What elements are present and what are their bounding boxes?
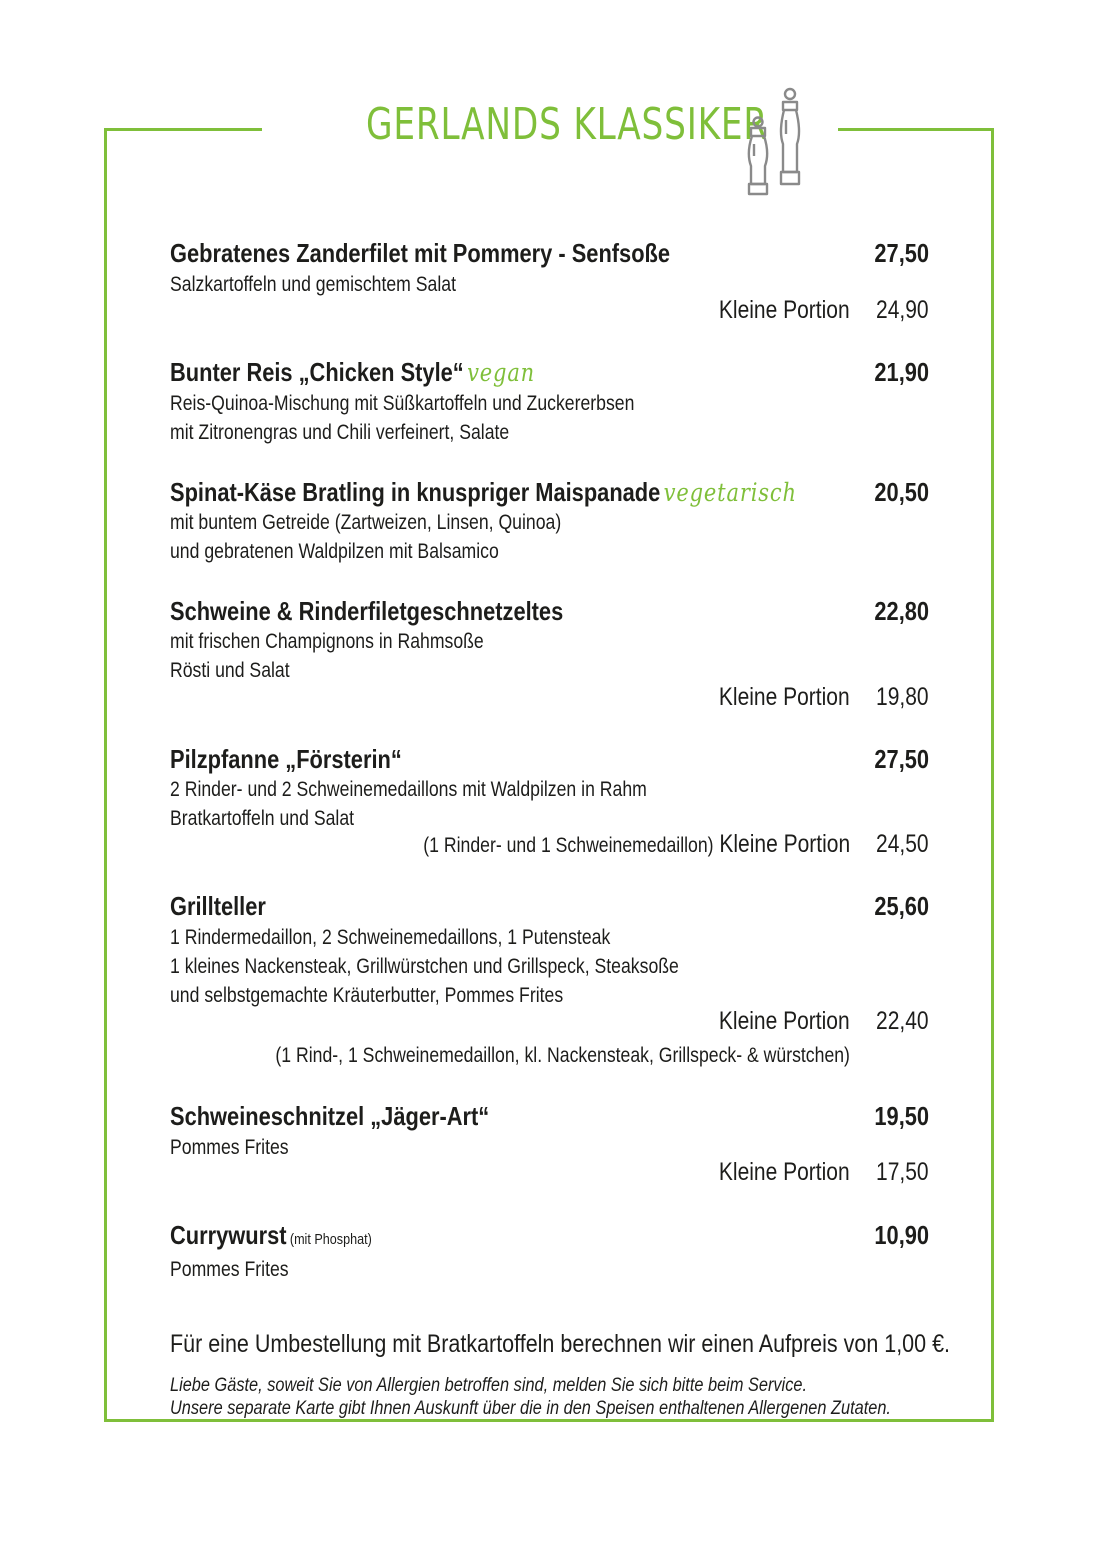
small-portion-note: (1 Rind-, 1 Schweinemedaillon, kl. Nackensteak, Grillspeck- & würstchen): [275, 1044, 850, 1067]
dish-price: 27,50: [874, 744, 929, 774]
dish-name: Schweine & Rinderfiletgeschnetzeltes: [170, 596, 564, 626]
dish-name: Grillteller: [170, 891, 266, 921]
menu-title: GERLANDS KLASSIKER: [366, 99, 768, 150]
dish-description: und gebratenen Waldpilzen mit Balsamico: [170, 540, 499, 563]
dish-description: und selbstgemachte Kräuterbutter, Pommes Frites: [170, 984, 564, 1007]
small-portion-price: 19,80: [876, 683, 929, 711]
dish-description: mit Zitronengras und Chili verfeinert, Salate: [170, 421, 510, 444]
dish-description: Pommes Frites: [170, 1258, 289, 1281]
small-portion-label: Kleine Portion: [719, 1158, 850, 1186]
allergy-note: Unsere separate Karte gibt Ihnen Auskunft über die in den Speisen enthaltenen Allergenen Zutaten.: [170, 1398, 891, 1419]
small-portion-price: 22,40: [876, 1007, 929, 1035]
small-portion-price: 24,50: [876, 830, 929, 858]
dish-name: Bunter Reis „Chicken Style“ vegan: [170, 357, 536, 387]
small-portion-label: Kleine Portion: [719, 1007, 850, 1035]
small-portion-label: (1 Rinder- und 1 Schweinemedaillon) Kleine Portion: [423, 830, 850, 858]
dish-name: Pilzpfanne „Försterin“: [170, 744, 402, 774]
dish-price: 21,90: [874, 357, 929, 387]
dish-description: Reis-Quinoa-Mischung mit Süßkartoffeln und Zuckererbsen: [170, 392, 635, 415]
dish-name: Gebratenes Zanderfilet mit Pommery - Senfsoße: [170, 238, 671, 268]
dish-description: mit buntem Getreide (Zartweizen, Linsen, Quinoa): [170, 511, 562, 534]
vegan-tag: vegan: [467, 358, 536, 387]
small-portion-price: 24,90: [876, 296, 929, 324]
dish-name: Schweineschnitzel „Jäger-Art“: [170, 1101, 490, 1131]
small-portion-label: Kleine Portion: [719, 683, 850, 711]
dish-description: Bratkartoffeln und Salat: [170, 807, 355, 830]
dish-description: mit frischen Champignons in Rahmsoße: [170, 630, 484, 653]
dish-price: 22,80: [874, 596, 929, 626]
salt-pepper-mill-icon: [738, 86, 810, 198]
dish-description: Rösti und Salat: [170, 659, 290, 682]
vegetarian-tag: vegetarisch: [663, 478, 797, 507]
small-portion-price: 17,50: [876, 1158, 929, 1186]
dish-description: 1 kleines Nackensteak, Grillwürstchen und Grillspeck, Steaksoße: [170, 955, 679, 978]
dish-price: 20,50: [874, 477, 929, 507]
allergy-note: Liebe Gäste, soweit Sie von Allergien betroffen sind, melden Sie sich bitte beim Service.: [170, 1375, 807, 1396]
small-portion-note: (1 Rinder- und 1 Schweinemedaillon): [423, 834, 714, 857]
dish-price: 27,50: [874, 238, 929, 268]
dish-name: Currywurst (mit Phosphat): [170, 1220, 372, 1250]
surcharge-note: Für eine Umbestellung mit Bratkartoffeln berechnen wir einen Aufpreis von 1,00 €.: [170, 1330, 951, 1358]
dish-price: 25,60: [874, 891, 929, 921]
dish-description: 2 Rinder- und 2 Schweinemedaillons mit Waldpilzen in Rahm: [170, 778, 647, 801]
small-portion-label: Kleine Portion: [719, 296, 850, 324]
dish-price: 19,50: [874, 1101, 929, 1131]
dish-name: Spinat-Käse Bratling in knuspriger Maispanade vegetarisch: [170, 477, 797, 507]
dish-price: 10,90: [874, 1220, 929, 1250]
dish-description: Salzkartoffeln und gemischtem Salat: [170, 273, 456, 296]
dish-description: Pommes Frites: [170, 1136, 289, 1159]
dish-name-note: (mit Phosphat): [289, 1231, 372, 1248]
dish-description: 1 Rindermedaillon, 2 Schweinemedaillons, 1 Putensteak: [170, 926, 611, 949]
